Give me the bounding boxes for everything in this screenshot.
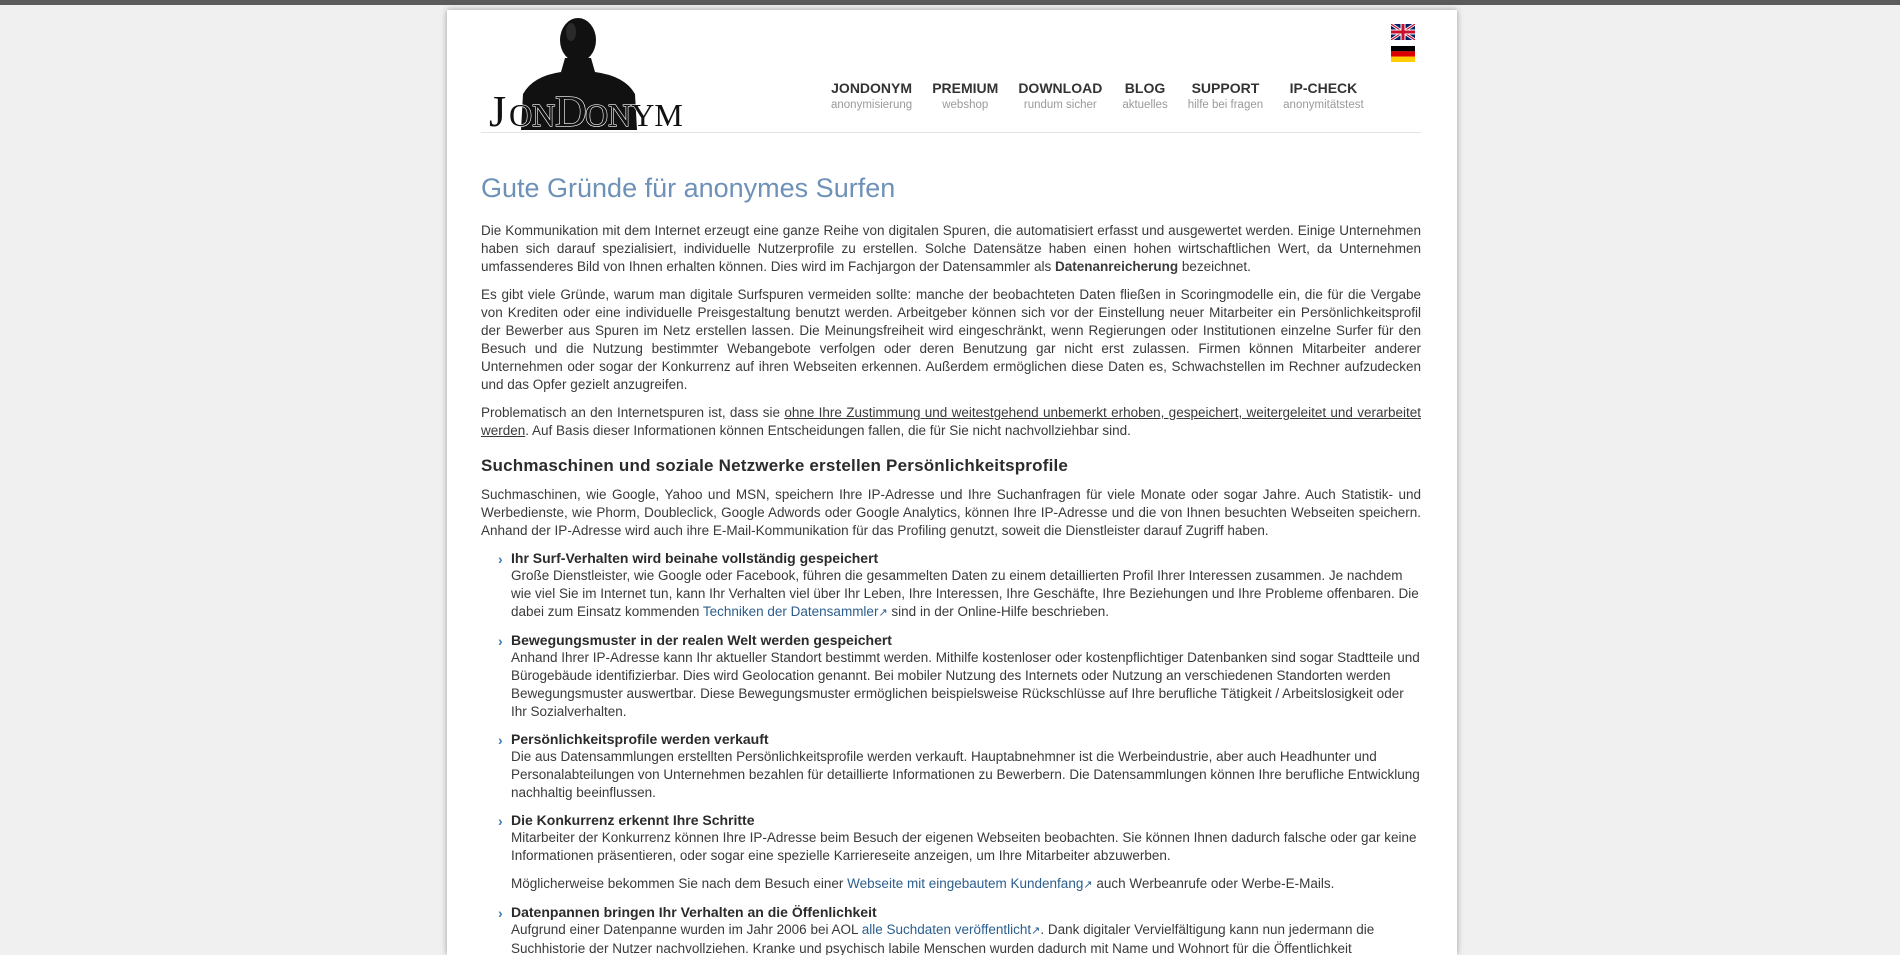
- bold-term: Datenanreicherung: [1055, 259, 1179, 274]
- nav-label: JONDONYM: [831, 80, 913, 96]
- nav-sublabel: anonymitätstest: [1283, 99, 1364, 111]
- nav-label: SUPPORT: [1191, 80, 1260, 96]
- item-text-part: Große Dienstleister, wie Google oder Facebook, führen die gesammelten Daten zu einem detaillierten Profil Ihrer Interessen zusammen. Je nachdem wie viel Sie im Internet tun, kann Ihr Verhalten viel über Ihr Leben, Ihre Interessen, Ihre Geschäfte, Ihre Beziehungen und Ihre Probleme offenbaren. Die dabei zum Einsatz kommenden: [511, 568, 1419, 619]
- search-engines-paragraph: Suchmaschinen, wie Google, Yahoo und MSN, speichern Ihre IP-Adresse und Ihre Suchanfragen für viele Monate oder sogar Jahre. Auch Statistik- und Werbedienste, wie Phorm, Doubleclick, Google Adwords oder Google Analytics, können Ihre IP-Adresse und die von Ihnen besuchten Webseiten speichern. Anhand der IP-Adresse wird auch ihre E-Mail-Kommunikation für das Profiling genutzt, soweit die Dienstleister darauf Zugriff haben.: [481, 487, 1421, 538]
- list-item-title: Datenpannen bringen Ihr Verhalten an die Öffenlichkeit: [511, 904, 877, 920]
- nav-sublabel: hilfe bei fragen: [1187, 99, 1264, 111]
- nav-sublabel: rundum sicher: [1023, 99, 1097, 111]
- list-item-title: Die Konkurrenz erkennt Ihre Schritte: [511, 812, 755, 828]
- main-navigation: [821, 80, 1374, 111]
- paragraph-text: Die Kommunikation mit dem Internet erzeugt eine ganze Reihe von digitalen Spuren, die automatisiert erfasst und ausgewertet werden. Einige Unternehmen haben sich darauf spezialisiert, individuelle Nutzerprofile zu erstellen. Solche Datensätze haben einen hohen wirtschaftlichen Wert, da Unternehmen umfassenderes Bild von Ihnen erhalten können. Dies wird im Fachjargon der Datensammler als: [481, 223, 1421, 274]
- list-item-text: Mitarbeiter der Konkurrenz können Ihre IP-Adresse beim Besuch der eigenen Webseiten beobachten. Sie können Ihnen dadurch falsche oder gar keine Informationen präsentieren, oder sogar eine spezielle Karriereseite anzeigen, um Ihre Mitarbeiter abzuwerben.: [511, 830, 1417, 863]
- list-item-title: Ihr Surf-Verhalten wird beinahe vollständig gespeichert: [511, 550, 879, 566]
- nav-item-premium[interactable]: [932, 80, 998, 111]
- language-flags: [1391, 24, 1415, 68]
- nav-label: DOWNLOAD: [1018, 80, 1103, 96]
- section-heading: Suchmaschinen und soziale Netzwerke erstellen Persönlichkeitsprofile: [481, 456, 1069, 475]
- list-item: [498, 550, 1421, 622]
- chevron-right-icon: ›: [498, 813, 503, 829]
- page-inner: [481, 10, 1421, 955]
- problem-paragraph: [481, 404, 1421, 440]
- svg-text:J: J: [489, 87, 506, 130]
- reasons-paragraph: Es gibt viele Gründe, warum man digitale Surfspuren vermeiden sollte: manche der beobachteten Daten fließen in Scoringmodelle ein, die für die Vergabe von Krediten oder eine individuelle Preisgestaltung benutzt werden. Arbeitgeber können sich vor der Einstellung neuer Mitarbeiter ein Persönlichkeitsprofil der Bewerber aus Spuren im Netz erstellen lassen. Die Meinungsfreiheit wird eingeschränkt, wenn Regierungen oder Institutionen einzelne Surfer für den Besuch und die Nutzung bestimmter Webangebote verfolgen oder deren Benutzung gar nicht erst zulassen. Firmen können Mitarbeiter anderer Unternehmen oder sogar der Konkurrenz auf ihren Webseiten erkennen. Außerdem ermöglichen diese Daten es, Schwachstellen im Rechner aufzudecken und das Opfer gezielt anzugreifen.: [481, 287, 1421, 392]
- item-text-part: auch Werbeanrufe oder Werbe-E-Mails.: [1092, 876, 1335, 891]
- list-item: [498, 731, 1421, 802]
- german-flag-icon[interactable]: [1391, 46, 1415, 62]
- nav-item-blog[interactable]: [1122, 80, 1167, 111]
- list-item: [498, 904, 1421, 955]
- svg-text:ON: ON: [509, 97, 556, 130]
- nav-item-jondonym[interactable]: [831, 80, 912, 111]
- list-item: [498, 812, 1421, 894]
- list-item-text: Die aus Datensammlungen erstellten Persönlichkeitsprofile werden verkauft. Hauptabnehmner ist die Werbeindustrie, aber auch Headhunter und Personalabteilungen von Unternehmen bezahlen für detaillierte Informationen zu Bewerbern. Die Datensammlungen können Ihre berufliche Entwicklung nachhaltig beeinflussen.: [511, 749, 1420, 800]
- external-link-icon: ↗: [1083, 879, 1093, 891]
- nav-sublabel: webshop: [942, 99, 989, 111]
- main-content: [481, 133, 1421, 955]
- site-header: [481, 10, 1421, 133]
- page-title: Gute Gründe für anonymes Surfen: [481, 173, 896, 203]
- chevron-right-icon: ›: [498, 905, 503, 921]
- nav-label: PREMIUM: [932, 80, 999, 96]
- paragraph-text: . Auf Basis dieser Informationen können Entscheidungen fallen, die für Sie nicht nachvollziehbar sind.: [525, 423, 1131, 438]
- nav-item-download[interactable]: [1018, 80, 1102, 111]
- item-text-part: sind in der Online-Hilfe beschrieben.: [887, 604, 1110, 619]
- item-text-part: Aufgrund einer Datenpanne wurden im Jahr 2006 bei AOL: [511, 922, 862, 937]
- item-text-part: Möglicherweise bekommen Sie nach dem Besuch einer: [511, 876, 848, 891]
- chevron-right-icon: ›: [498, 732, 503, 748]
- techniques-link[interactable]: Techniken der Datensammler: [702, 604, 879, 619]
- nav-sublabel: anonymisierung: [831, 99, 913, 111]
- list-item-text: [511, 567, 1421, 622]
- jondonym-logo[interactable]: [485, 14, 685, 130]
- list-item-title: Persönlichkeitsprofile werden verkauft: [511, 731, 769, 747]
- nav-item-support[interactable]: [1188, 80, 1263, 111]
- chevron-right-icon: ›: [498, 551, 503, 567]
- svg-text:D: D: [555, 87, 587, 130]
- customer-capture-link[interactable]: Webseite mit eingebautem Kundenfang: [847, 876, 1084, 891]
- list-item: [498, 632, 1421, 721]
- external-link-icon: ↗: [878, 607, 888, 619]
- paragraph-text: Problematisch an den Internetspuren ist, dass sie: [481, 405, 785, 420]
- underlined-text: ohne Ihre Zustimmung und weitestgehend unbemerkt erhoben, gespeichert, weitergeleitet und verarbeitet werden: [481, 405, 1421, 438]
- reasons-list: [481, 550, 1421, 955]
- english-flag-icon[interactable]: [1391, 24, 1415, 40]
- page: [447, 10, 1457, 955]
- aol-search-data-link[interactable]: alle Suchdaten veröffentlicht: [861, 922, 1032, 937]
- nav-item-ip-check[interactable]: [1283, 80, 1364, 111]
- list-item-text: Anhand Ihrer IP-Adresse kann Ihr aktueller Standort bestimmt werden. Mithilfe kostenloser oder kostenpflichtiger Datenbanken sind sogar Stadtteile und Bürogebäude identifizierbar. Dies wird Geolocation genannt. Bei mobiler Nutzung des Internets oder Nutzung an verschiedenen Standorten werden Bewegungsmuster auswertbar. Diese Bewegungsmuster ermöglichen beispielsweise Rückschlüsse auf Ihre berufliche Tätigkeit / Arbeitslosigkeit oder Ihr Sozialverhalten.: [511, 650, 1420, 719]
- item-text-part: . Dank digitaler Vervielfältigung kann nun jedermann die Suchhistorie der Nutzer nachvollziehen. Kranke und psychisch labile Menschen wurden dadurch mit Name und Wohnort für die Öffentlichkeit: [511, 922, 1375, 955]
- intro-paragraph: [481, 222, 1421, 276]
- nav-sublabel: aktuelles: [1122, 99, 1168, 111]
- list-item-title: Bewegungsmuster in der realen Welt werden gespeichert: [511, 632, 892, 648]
- paragraph-text: bezeichnet.: [1178, 259, 1251, 274]
- svg-text:ONYM: ONYM: [585, 97, 683, 130]
- chevron-right-icon: ›: [498, 633, 503, 649]
- nav-label: BLOG: [1124, 80, 1166, 96]
- nav-label: IP-CHECK: [1289, 80, 1358, 96]
- list-item-text: [511, 875, 1421, 894]
- external-link-icon: ↗: [1031, 925, 1041, 937]
